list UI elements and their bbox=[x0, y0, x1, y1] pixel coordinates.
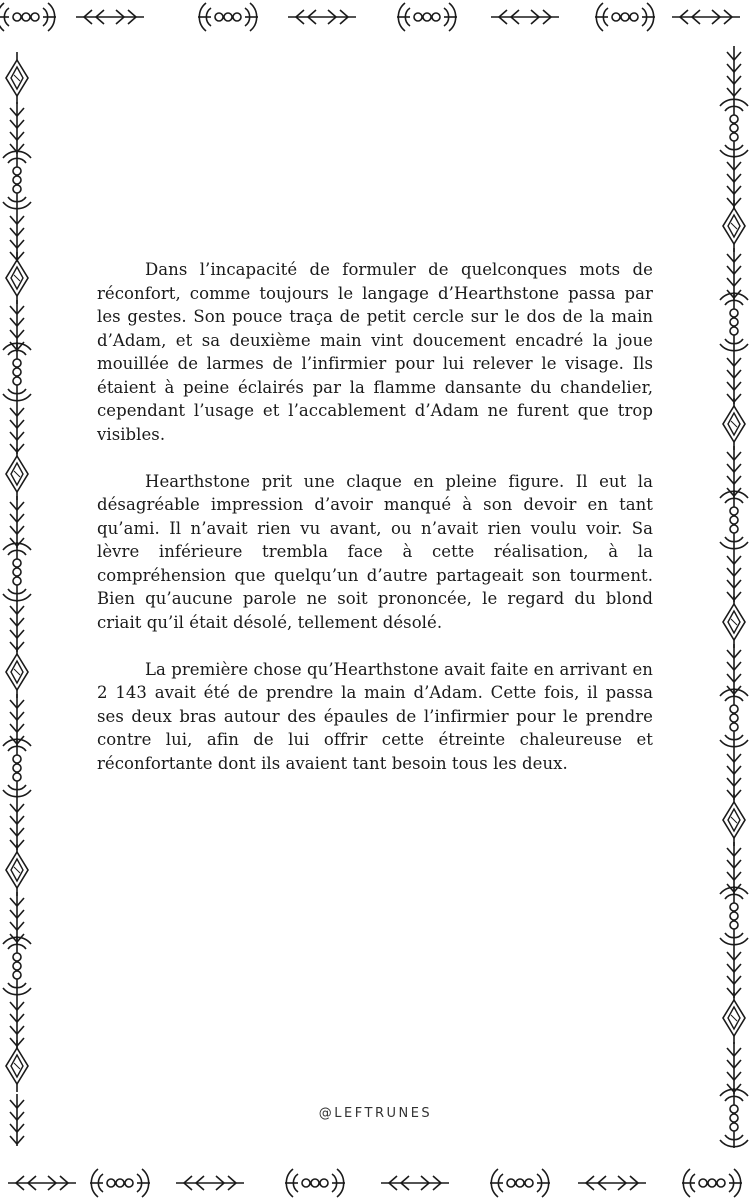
right-border bbox=[720, 46, 748, 1148]
top-border bbox=[0, 3, 740, 31]
bottom-border bbox=[8, 1169, 742, 1197]
story-text bbox=[97, 258, 653, 799]
author-handle: @LEFTRUNES bbox=[318, 1106, 433, 1121]
paragraph-3: La première chose qu’Hearthstone avait faite en arrivant en 2 143 avait été de prendre la main d’Adam. Cette fois, il passa ses deux bras autour des épaules de l’infirmier pour le prendre contre lui, afin de lui offrir cette étreinte chaleureuse et réconfortante dont ils avaient tant besoin tous les deux. bbox=[97, 659, 653, 773]
left-border bbox=[3, 52, 31, 1146]
paragraph-2: Hearthstone prit une claque en pleine figure. Il eut la désagréable impression d’avoir manqué à son devoir en tant qu’ami. Il n’avait rien vu avant, ou n’avait rien voulu voir. Sa lèvre inférieure trembla face à cette réalisation, à la compréhension que quelqu’un d’autre partageait son tourment. Bien qu’aucune parole ne soit prononcée, le regard du blond criait qu’il était désolé, tellement désolé. bbox=[97, 471, 653, 632]
paragraph-1: Dans l’incapacité de formuler de quelconques mots de réconfort, comme toujours le langage d’Hearthstone passa par les gestes. Son pouce traça de petit cercle sur le dos de la main d’Adam, et sa deuxième main vint doucement encadré la joue mouillée de larmes de l’infirmier pour lui relever le visage. Ils étaient à peine éclairés par la flamme dansante du chandelier, cependant l’usage et l’accablement d’Adam ne furent que trop visibles. bbox=[97, 260, 653, 444]
